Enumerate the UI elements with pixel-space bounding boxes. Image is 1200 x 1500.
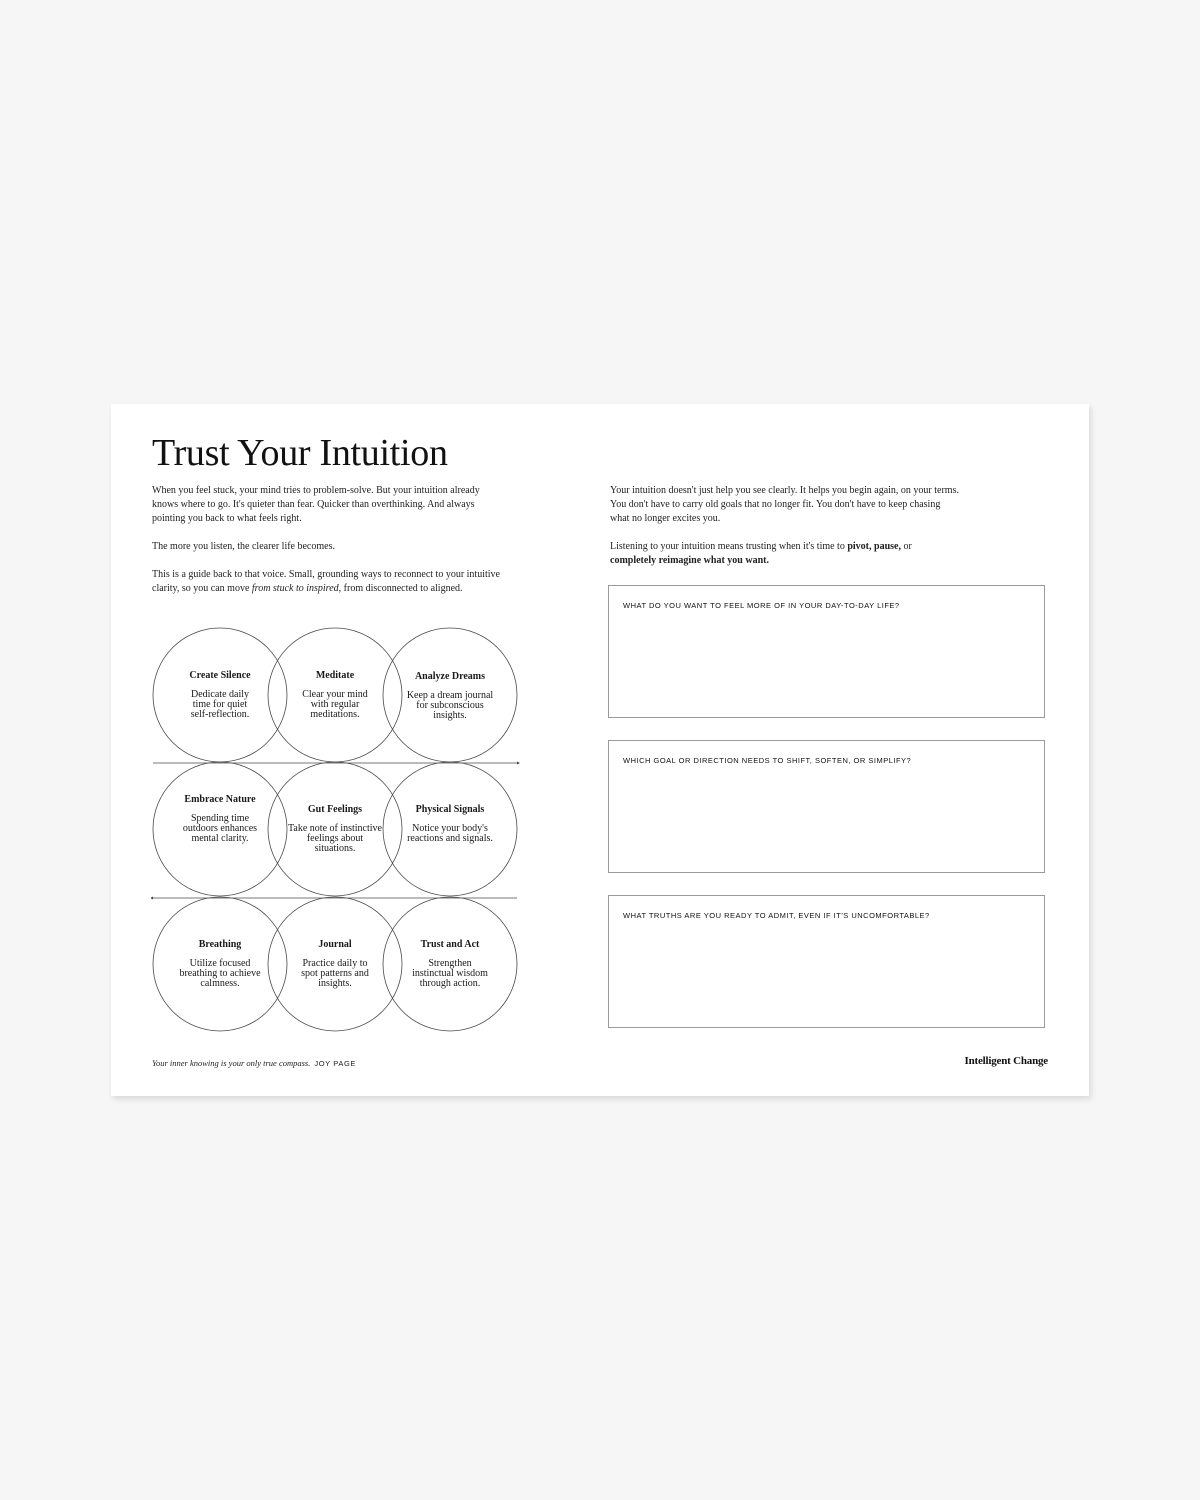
reflection-box-shift-goal[interactable] [608, 740, 1045, 873]
guide-text-emphasis: from stuck to inspired [251, 583, 339, 594]
arrow-right-icon [517, 762, 520, 765]
practice-physical-signals [395, 804, 505, 844]
practice-meditate [280, 670, 390, 720]
practice-title: Breathing [198, 939, 242, 950]
practice-description: Notice your body's reactions and signals. [407, 823, 493, 844]
practice-title: Embrace Nature [184, 794, 256, 805]
listening-paragraph [610, 540, 920, 568]
listening-text-mid: or [900, 541, 912, 552]
reflection-prompt: WHAT DO YOU WANT TO FEEL MORE OF IN YOUR DAY-TO-DAY LIFE? [623, 601, 900, 610]
intro-paragraph: When you feel stuck, your mind tries to problem-solve. But your intuition already knows where to go. It's quieter than fear. Quicker than overthinking. And always pointing you back to what feels right. [152, 485, 480, 524]
practice-breathing [165, 939, 275, 989]
listening-bold-1: pivot, pause, [847, 541, 901, 552]
reflection-box-truths[interactable] [608, 895, 1045, 1028]
listening-bold-2: completely reimagine what you want. [610, 555, 769, 566]
quote-text: Your inner knowing is your only true compass. [152, 1058, 311, 1068]
practice-journal [280, 939, 390, 989]
practice-title: Gut Feelings [307, 804, 363, 815]
practice-description: Strengthen instinctual wisdom through action. [412, 958, 488, 989]
practice-title: Physical Signals [415, 804, 485, 815]
arrow-left-icon [151, 897, 153, 900]
begin-again-paragraph: Your intuition doesn't just help you see clearly. It helps you begin again, on your terms. You don't have to carry old goals that no longer fit. You don't have to keep chasing what no longer excites you. [610, 485, 959, 524]
practice-description: Utilize focused breathing to achieve calmness. [179, 958, 261, 989]
practice-description: Keep a dream journal for subconscious insights. [406, 690, 494, 721]
practice-description: Clear your mind with regular meditations. [302, 689, 368, 720]
practice-title: Analyze Dreams [414, 671, 486, 682]
footer-quote [152, 1058, 356, 1068]
intuition-practices-diagram [151, 626, 521, 1034]
listening-text-start: Listening to your intuition means trusting when it's time to [610, 541, 848, 552]
practice-analyze-dreams [395, 671, 505, 721]
practice-create-silence [165, 670, 275, 720]
practice-embrace-nature [165, 794, 275, 844]
practice-gut-feelings [280, 804, 390, 854]
guide-text-start: This is a guide back to that voice. Small, grounding ways to reconnect to your intuitive clarity, so you can move [152, 569, 500, 594]
practice-title: Create Silence [189, 670, 251, 681]
practice-description: Practice daily to spot patterns and insights. [301, 958, 369, 989]
clarity-paragraph: The more you listen, the clearer life becomes. [152, 541, 335, 552]
reflection-prompt: WHAT TRUTHS ARE YOU READY TO ADMIT, EVEN IF IT'S UNCOMFORTABLE? [623, 911, 930, 920]
practice-description: Spending time outdoors enhances mental clarity. [182, 813, 258, 844]
practice-description: Dedicate daily time for quiet self-reflection. [190, 689, 250, 720]
page-title: Trust Your Intuition [152, 432, 448, 474]
practice-title: Journal [318, 939, 352, 950]
guide-paragraph [152, 568, 507, 596]
brand-logo: Intelligent Change [964, 1055, 1048, 1067]
quote-author: JOY PAGE [314, 1059, 356, 1068]
guide-text-end: , from disconnected to aligned. [338, 583, 463, 594]
practice-title: Meditate [315, 670, 355, 681]
reflection-box-feel-more[interactable] [608, 585, 1045, 718]
worksheet-page [111, 404, 1089, 1096]
reflection-prompt: WHICH GOAL OR DIRECTION NEEDS TO SHIFT, SOFTEN, OR SIMPLIFY? [623, 756, 912, 765]
practice-trust-and-act [395, 939, 505, 989]
practice-title: Trust and Act [420, 939, 480, 950]
practice-description: Take note of instinctive feelings about situations. [288, 823, 382, 854]
